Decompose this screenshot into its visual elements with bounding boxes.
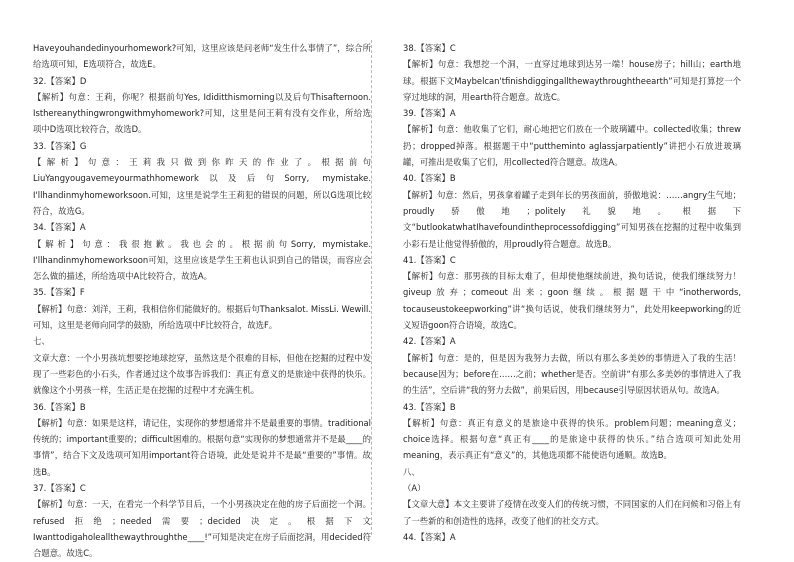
paragraph: 【文章大意】本文主要讲了疫情在改变人们的传统习惯，不同国家的人们在问候和习俗上有了一些新的和创造性的选择，改变了他们的社交方式。 xyxy=(403,499,741,526)
paragraph: 【解析】句意：我很抱歉。我也会的。根据前句Sorry, mymistake. I'llhandinmyhomeworksoon可知，这里应该是学生王莉也认识到自己的错误，而容应会怎么做的描述，所给选项中A比较符合，故选A。 xyxy=(33,238,371,282)
column-divider xyxy=(371,40,372,535)
answer-line: 37.【答案】C xyxy=(33,483,86,494)
answer-line: 35.【答案】F xyxy=(33,287,85,298)
left-column xyxy=(33,40,371,562)
paragraph: 【解析】句意：王莉，你呢？根据前句Yes, Ididitthismorning以及后句Thisafternoon. Isthereanythingwrongwithmyhomework?可知，这里是问王莉有没有交作业，所给选项中D选项比较符合，故选D。 xyxy=(33,91,371,135)
answer-line: 44.【答案】A xyxy=(403,531,456,542)
answer-line: 43.【答案】B xyxy=(403,401,456,412)
answer-line: 32.【答案】D xyxy=(33,75,87,86)
answer-line: 38.【答案】C xyxy=(403,43,456,53)
paragraph: 【解析】句意：那男孩的目标太难了，但却使他继续前进，换句话说，使我们继续努力！giveup放弃；comeout出来；goon继续。根据题干中“inotherwords, tocauseustokeepworking”讲“换句话说，使我们继续努力”，此处用keepworking的近义短语goon符合语境，故选C。 xyxy=(403,271,741,331)
answer-line: 33.【答案】G xyxy=(33,140,87,151)
paragraph: 【解析】句意：真正有意义的是旅途中获得的快乐。problem问题；meaning意义；choice选择。根据句意“真正有____的是旅途中获得的快乐。”结合选项可知此处用meaning，表示真正有“意义”的，其他选项都不能使语句通顺。故选B。 xyxy=(403,417,741,461)
paragraph: 【解析】句意：他收集了它们，耐心地把它们放在一个玻璃罐中。collected收集；threw扔；dropped掉落。根据题干中“puttheminto aglassjarpatiently”讲把小石放进玻璃罐，可推出是收集了它们，用collected符合题意。故选A。 xyxy=(403,124,741,168)
paragraph: 【解析】句意：一天，在看完一个科学节目后，一个小男孩决定在他的房子后面挖一个洞。refused拒绝；needed需要；decided决定。根据下文Iwanttodigaholeallthewaythroughthe____!”可知是决定在房子后面挖洞，用decided符合题意。故选C。 xyxy=(33,499,371,559)
answer-line: 40.【答案】B xyxy=(403,173,456,184)
paragraph: 【解析】句意：然后，男孩拿着罐子走到年长的男孩面前，骄傲地说：……angry生气地；proudly骄傲地；politely礼貌地。根据下文“butlookatwhatIhavefoundintheprocessofdigging”可知男孩在挖掘的过程中收集到小彩石是让他觉得骄傲的，用proudly符合题意。故选B。 xyxy=(403,189,741,249)
answer-line: 41.【答案】C xyxy=(403,254,456,265)
answer-line: 36.【答案】B xyxy=(33,401,86,412)
sub-heading: （A） xyxy=(403,483,426,494)
paragraph: 【解析】句意：我想挖一个洞，一直穿过地球到达另一端！house房子；hill山；earth地球。根据下文Maybelcan'tfinishdiggingallthewaythroughtheearth”可知是打算挖一个穿过地球的洞，用earth符合题意。故选C。 xyxy=(403,59,741,102)
paragraph: Haveyouhandedinyourhomework?可知，这里应该是问老师“发生什么事情了”，综合所给选项可知，E选项符合，故选E。 xyxy=(33,43,371,70)
paragraph: 【解析】句意：是的，但是因为我努力去做，所以有那么多美妙的事情进入了我的生活！because因为；before在……之前；whether是否。空前讲“有那么多美妙的事情进入了我的生活”，空后讲“我的努力去做”，前果后因，用because引导原因状语从句。故选A。 xyxy=(403,352,741,396)
paragraph: 【解析】句意：如果是这样，请记住，实现你的梦想通常并不是最重要的事情。traditional传统的；important重要的；difficult困难的。根据句意“实现你的梦想通常并不是最____的事情”，结合下文及选项可知用important符合语境，此处是说并不是最“重要的”事情。故选B。 xyxy=(33,417,371,477)
answer-line: 39.【答案】A xyxy=(403,108,456,119)
right-column xyxy=(403,40,741,545)
section-heading: 八、 xyxy=(403,466,420,477)
paragraph: 文章大意：一个小男孩坑想要挖地球挖穿，虽然这是个很难的目标，但他在挖掘的过程中发现了一些彩色的小石头，作者通过这个故事告诉我们：真正有意义的是旅途中获得的快乐。就像这个小男孩一样，生活正是在挖掘的过程中才充满生机。 xyxy=(33,352,371,396)
paragraph: 【解析】句意：王莉我只做到你昨天的作业了。根据前句LiuYangyougavemeyourmathhomework以及后句Sorry, mymistake. I'llhandinmyhomeworksoon.可知，这里是说学生王莉犯的错误的问题，所以G选项比较符合，故选G。 xyxy=(33,157,371,216)
answer-line: 34.【答案】A xyxy=(33,222,86,233)
answer-line: 42.【答案】A xyxy=(403,336,456,347)
section-heading: 七、 xyxy=(33,336,50,347)
paragraph: 【解析】句意：刘洋，王莉，我相信你们能做好的。根据后句Thanksalot. MissLi. Wewill.可知，这里是老师向同学的鼓励，所给选项中F比较符合，故选F。 xyxy=(33,303,371,331)
